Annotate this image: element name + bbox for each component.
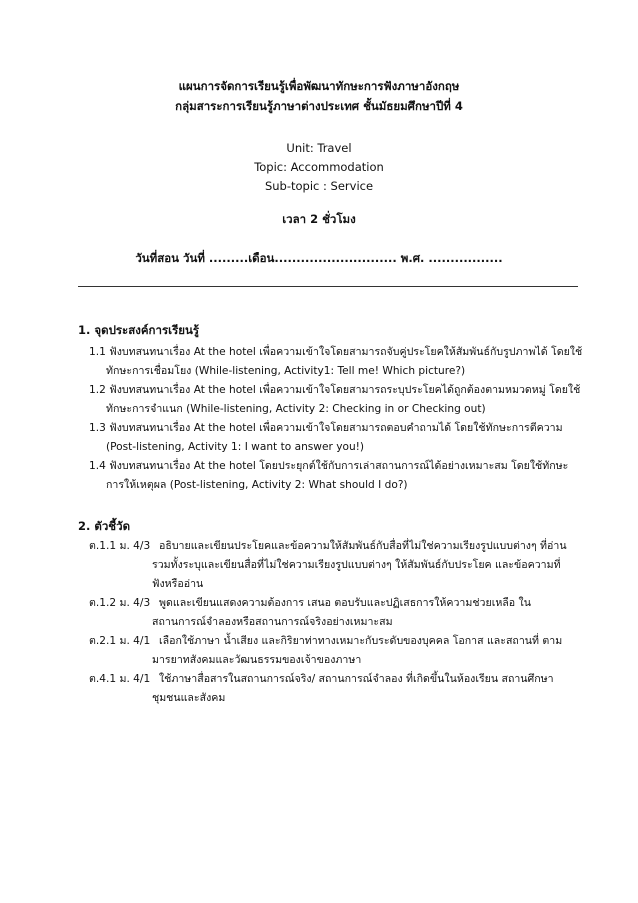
objective-line: 1.3 ฟังบทสนทนาเรื่อง At the hotel เพื่อความเข้าใจโดยสามารถตอบคำถามได้ โดยใช้ทักษะการตีความ: [89, 422, 563, 434]
indicator-line: อธิบายและเขียนประโยคและข้อความให้สัมพันธ์กับสื่อที่ไม่ใช่ความเรียงรูปแบบต่างๆ ที่อ่าน: [159, 540, 567, 552]
objective-line: (Post-listening, Activity 1: I want to answer you!): [106, 441, 365, 453]
indicator-line: เลือกใช้ภาษา น้ำเสียง และกิริยาท่าทางเหมาะกับระดับของบุคคล โอกาส และสถานที่ ตาม: [159, 635, 563, 647]
objective-line: 1.4 ฟังบทสนทนาเรื่อง At the hotel โดยประยุกต์ใช้กับการเล่าสถานการณ์ได้อย่างเหมาะสม โดยใช้ทักษะ: [89, 460, 569, 472]
indicator-line: สถานการณ์จำลองหรือสถานการณ์จริงอย่างเหมาะสม: [152, 616, 393, 628]
section-objectives-heading: 1. จุดประสงค์การเรียนรู้: [78, 323, 200, 337]
teaching-date: วันที่สอน วันที่ .........เดือน............................ พ.ศ. .................: [135, 251, 503, 265]
indicator-line: มารยาทสังคมและวัฒนธรรมของเจ้าของภาษา: [152, 654, 362, 666]
section-indicators-heading: 2. ตัวชี้วัด: [78, 519, 131, 533]
indicator-code: ต.1.2 ม. 4/3: [89, 597, 151, 609]
indicator-line: พูดและเขียนแสดงความต้องการ เสนอ ตอบรับและปฏิเสธการให้ความช่วยเหลือ ใน: [159, 597, 531, 609]
indicator-code: ต.4.1 ม. 4/1: [89, 673, 151, 685]
objective-line: การให้เหตุผล (Post-listening, Activity 2: What should I do?): [106, 479, 408, 491]
unit-label: Unit: Travel: [286, 141, 352, 155]
objective-line: 1.1 ฟังบทสนทนาเรื่อง At the hotel เพื่อความเข้าใจโดยสามารถจับคู่ประโยคให้สัมพันธ์กับรูปภาพได้ โดยใช้: [89, 346, 583, 358]
time-label: เวลา 2 ชั่วโมง: [282, 212, 356, 226]
topic-label: Topic: Accommodation: [254, 160, 384, 174]
indicator-line: ฟังหรืออ่าน: [152, 578, 204, 590]
indicator-code: ต.2.1 ม. 4/1: [89, 635, 151, 647]
indicator-code: ต.1.1 ม. 4/3: [89, 540, 151, 552]
divider: [78, 286, 578, 287]
objective-line: ทักษะการจำแนก (While-listening, Activity 2: Checking in or Checking out): [106, 403, 486, 415]
indicator-line: ใช้ภาษาสื่อสารในสถานการณ์จริง/ สถานการณ์จำลอง ที่เกิดขึ้นในห้องเรียน สถานศึกษา: [159, 673, 554, 685]
indicator-line: รวมทั้งระบุและเขียนสื่อที่ไม่ใช่ความเรียงรูปแบบต่างๆ ให้สัมพันธ์กับประโยค และข้อความที่: [152, 559, 561, 571]
subtopic-label: Sub-topic : Service: [264, 179, 374, 193]
indicator-line: ชุมชนและสังคม: [152, 692, 226, 704]
plan-subtitle: กลุ่มสาระการเรียนรู้ภาษาต่างประเทศ ชั้นมัธยมศึกษาปีที่ 4: [175, 99, 463, 113]
objective-line: ทักษะการเชื่อมโยง (While-listening, Activity1: Tell me! Which picture?): [106, 365, 466, 377]
plan-title: แผนการจัดการเรียนรู้เพื่อพัฒนาทักษะการฟังภาษาอังกฤษ: [178, 79, 460, 93]
objective-line: 1.2 ฟังบทสนทนาเรื่อง At the hotel เพื่อความเข้าใจโดยสามารถระบุประโยคได้ถูกต้องตามหมวดหมู่ โดยใช้: [89, 384, 581, 396]
